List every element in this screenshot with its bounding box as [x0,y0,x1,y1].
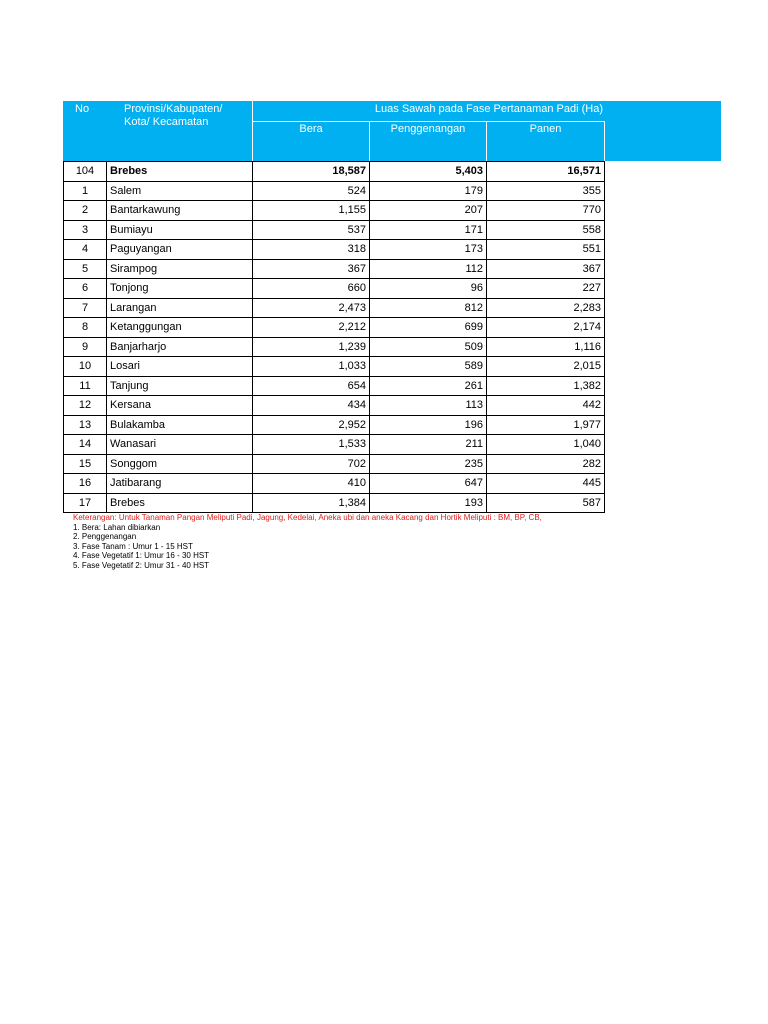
table-row [64,201,605,221]
row-bera: 2,473 [253,298,370,318]
table-row [64,435,605,455]
row-no: 3 [64,220,107,240]
row-name: Ketanggungan [107,318,253,338]
table-row [64,279,605,299]
row-penggenangan: 699 [370,318,487,338]
row-penggenangan: 261 [370,376,487,396]
row-panen: 1,040 [487,435,605,455]
row-name: Sirampog [107,259,253,279]
table-row [64,259,605,279]
total-row [64,162,605,182]
row-penggenangan: 647 [370,474,487,494]
row-no: 9 [64,337,107,357]
table-row [64,396,605,416]
row-name: Losari [107,357,253,377]
row-panen: 367 [487,259,605,279]
row-panen: 2,174 [487,318,605,338]
row-name: Jatibarang [107,474,253,494]
row-bera: 537 [253,220,370,240]
row-name: Kersana [107,396,253,416]
row-bera: 1,239 [253,337,370,357]
table-row [64,493,605,513]
row-name: Tanjung [107,376,253,396]
header-divider-end [604,122,605,161]
row-no: 5 [64,259,107,279]
row-name: Brebes [107,493,253,513]
row-penggenangan: 96 [370,279,487,299]
row-panen: 16,571 [487,162,605,182]
header-region-line2: Kota/ Kecamatan [124,116,209,128]
row-penggenangan: 509 [370,337,487,357]
row-no: 11 [64,376,107,396]
header-divider-horizontal [253,121,605,122]
row-bera: 18,587 [253,162,370,182]
row-no: 10 [64,357,107,377]
row-no: 12 [64,396,107,416]
row-bera: 1,384 [253,493,370,513]
row-bera: 367 [253,259,370,279]
row-penggenangan: 173 [370,240,487,260]
row-name: Bantarkawung [107,201,253,221]
data-table [63,161,605,513]
row-no: 1 [64,181,107,201]
row-bera: 318 [253,240,370,260]
row-bera: 1,533 [253,435,370,455]
table-row [64,318,605,338]
row-no: 14 [64,435,107,455]
row-panen: 1,116 [487,337,605,357]
row-penggenangan: 112 [370,259,487,279]
row-panen: 1,382 [487,376,605,396]
row-bera: 2,212 [253,318,370,338]
row-panen: 442 [487,396,605,416]
row-name: Bulakamba [107,415,253,435]
table-row [64,454,605,474]
row-no: 6 [64,279,107,299]
row-panen: 770 [487,201,605,221]
table-row [64,220,605,240]
notes [73,513,542,571]
note-item: 1. Bera: Lahan dibiarkan [73,522,161,532]
row-penggenangan: 235 [370,454,487,474]
row-no: 16 [64,474,107,494]
header-panen: Panen [529,123,562,135]
row-bera: 654 [253,376,370,396]
row-penggenangan: 207 [370,201,487,221]
row-no: 104 [64,162,107,182]
row-bera: 1,155 [253,201,370,221]
row-name: Paguyangan [107,240,253,260]
row-no: 13 [64,415,107,435]
row-penggenangan: 589 [370,357,487,377]
row-no: 17 [64,493,107,513]
header-group-title: Luas Sawah pada Fase Pertanaman Padi (Ha) [374,103,603,115]
row-no: 15 [64,454,107,474]
header-penggenangan: Penggenangan [390,123,466,135]
row-panen: 587 [487,493,605,513]
row-name: Larangan [107,298,253,318]
row-name: Bumiayu [107,220,253,240]
row-bera: 660 [253,279,370,299]
row-panen: 445 [487,474,605,494]
row-penggenangan: 196 [370,415,487,435]
header-bera: Bera [299,123,323,135]
row-penggenangan: 113 [370,396,487,416]
row-name: Tonjong [107,279,253,299]
row-bera: 524 [253,181,370,201]
row-no: 2 [64,201,107,221]
table-row [64,474,605,494]
row-penggenangan: 211 [370,435,487,455]
row-bera: 702 [253,454,370,474]
row-panen: 227 [487,279,605,299]
row-no: 8 [64,318,107,338]
row-panen: 2,283 [487,298,605,318]
header-no: No [75,103,90,115]
note-item: 5. Fase Vegetatif 2: Umur 31 - 40 HST [73,560,210,570]
note-item: 2. Penggenangan [73,532,137,542]
table-row [64,357,605,377]
row-name: Salem [107,181,253,201]
row-penggenangan: 193 [370,493,487,513]
row-penggenangan: 171 [370,220,487,240]
row-penggenangan: 812 [370,298,487,318]
row-bera: 2,952 [253,415,370,435]
row-bera: 410 [253,474,370,494]
row-name: Brebes [107,162,253,182]
note-item: 3. Fase Tanam : Umur 1 - 15 HST [73,541,193,551]
row-no: 4 [64,240,107,260]
row-bera: 434 [253,396,370,416]
table-row [64,415,605,435]
table-row [64,337,605,357]
row-panen: 282 [487,454,605,474]
note-item: 4. Fase Vegetatif 1: Umur 16 - 30 HST [73,551,210,561]
row-panen: 1,977 [487,415,605,435]
row-penggenangan: 5,403 [370,162,487,182]
row-panen: 355 [487,181,605,201]
header-region-line1: Provinsi/Kabupaten/ [124,103,223,115]
table-row [64,240,605,260]
row-panen: 558 [487,220,605,240]
row-penggenangan: 179 [370,181,487,201]
table-row [64,181,605,201]
row-name: Songgom [107,454,253,474]
row-panen: 2,015 [487,357,605,377]
row-name: Wanasari [107,435,253,455]
row-bera: 1,033 [253,357,370,377]
notes-keterangan: Keterangan: Untuk Tanaman Pangan Meliputi Padi, Jagung, Kedelai, Aneka ubi dan aneka Kacang dan Hortik Meliputi : BM, BP, CB, [73,513,542,522]
row-panen: 551 [487,240,605,260]
row-no: 7 [64,298,107,318]
row-name: Banjarharjo [107,337,253,357]
table-row [64,376,605,396]
table-row [64,298,605,318]
